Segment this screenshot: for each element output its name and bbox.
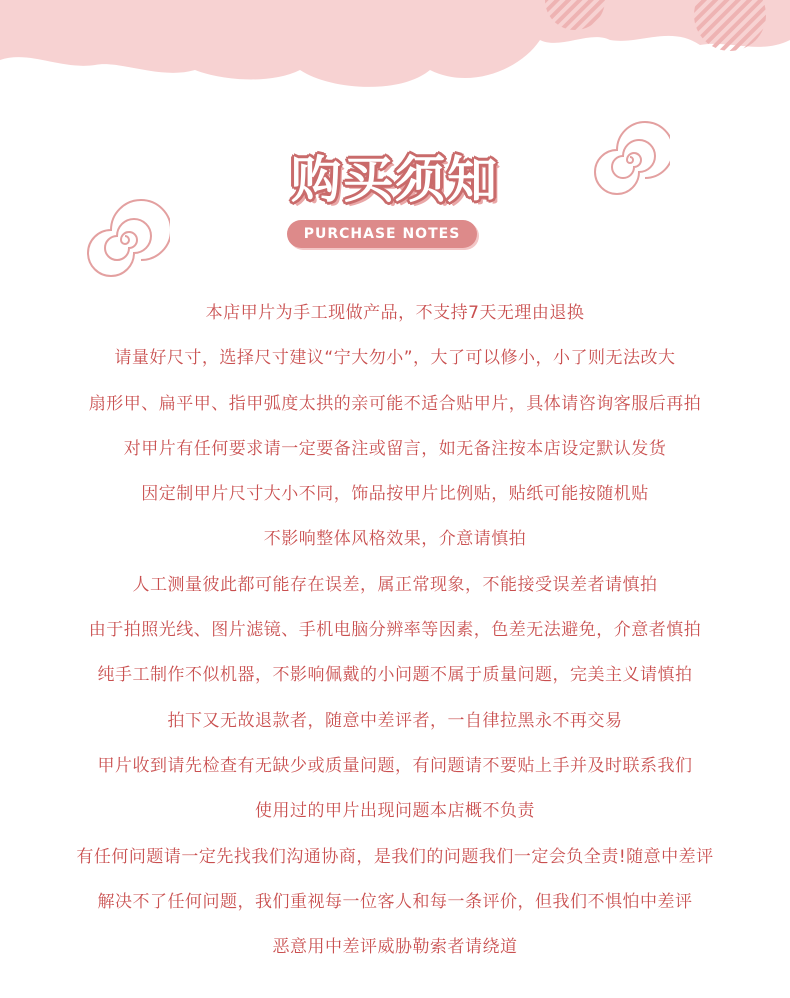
note-item: 纯手工制作不似机器，不影响佩戴的小问题不属于质量问题，完美主义请慎拍 bbox=[97, 665, 693, 686]
note-item: 有任何问题请一定先找我们沟通协商，是我们的问题我们一定会负全责!随意中差评 bbox=[76, 846, 714, 867]
note-item: 扇形甲、扁平甲、指甲弧度太拱的亲可能不适合贴甲片，具体请咨询客服后再拍 bbox=[88, 393, 702, 414]
note-item: 恶意用中差评威胁勒索者请绕道 bbox=[272, 937, 518, 958]
note-item: 不影响整体风格效果，介意请慎拍 bbox=[263, 529, 527, 550]
page-title: 购买须知 bbox=[291, 151, 499, 209]
subtitle-badge: PURCHASE NOTES bbox=[287, 220, 477, 248]
note-item: 请量好尺寸，选择尺寸建议“宁大勿小”，大了可以修小，小了则无法改大 bbox=[114, 348, 676, 369]
note-item: 由于拍照光线、图片滤镜、手机电脑分辨率等因素，色差无法避免，介意者慎拍 bbox=[88, 620, 702, 641]
notes-list bbox=[0, 295, 790, 974]
note-item: 解决不了任何问题，我们重视每一位客人和每一条评价，但我们不惧怕中差评 bbox=[97, 891, 693, 912]
note-item: 因定制甲片尺寸大小不同，饰品按甲片比例贴，贴纸可能按随机贴 bbox=[141, 484, 649, 505]
note-item: 使用过的甲片出现问题本店概不负责 bbox=[255, 801, 535, 822]
note-item: 拍下又无故退款者，随意中差评者，一自律拉黑永不再交易 bbox=[167, 710, 623, 731]
note-item: 人工测量彼此都可能存在误差，属正常现象，不能接受误差者请慎拍 bbox=[132, 574, 658, 595]
note-item: 对甲片有任何要求请一定要备注或留言，如无备注按本店设定默认发货 bbox=[123, 438, 667, 459]
cloud-banner bbox=[0, 0, 790, 140]
note-item: 本店甲片为手工现做产品，不支持7天无理由退换 bbox=[205, 303, 585, 323]
note-item: 甲片收到请先检查有无缺少或质量问题，有问题请不要贴上手并及时联系我们 bbox=[97, 755, 693, 776]
